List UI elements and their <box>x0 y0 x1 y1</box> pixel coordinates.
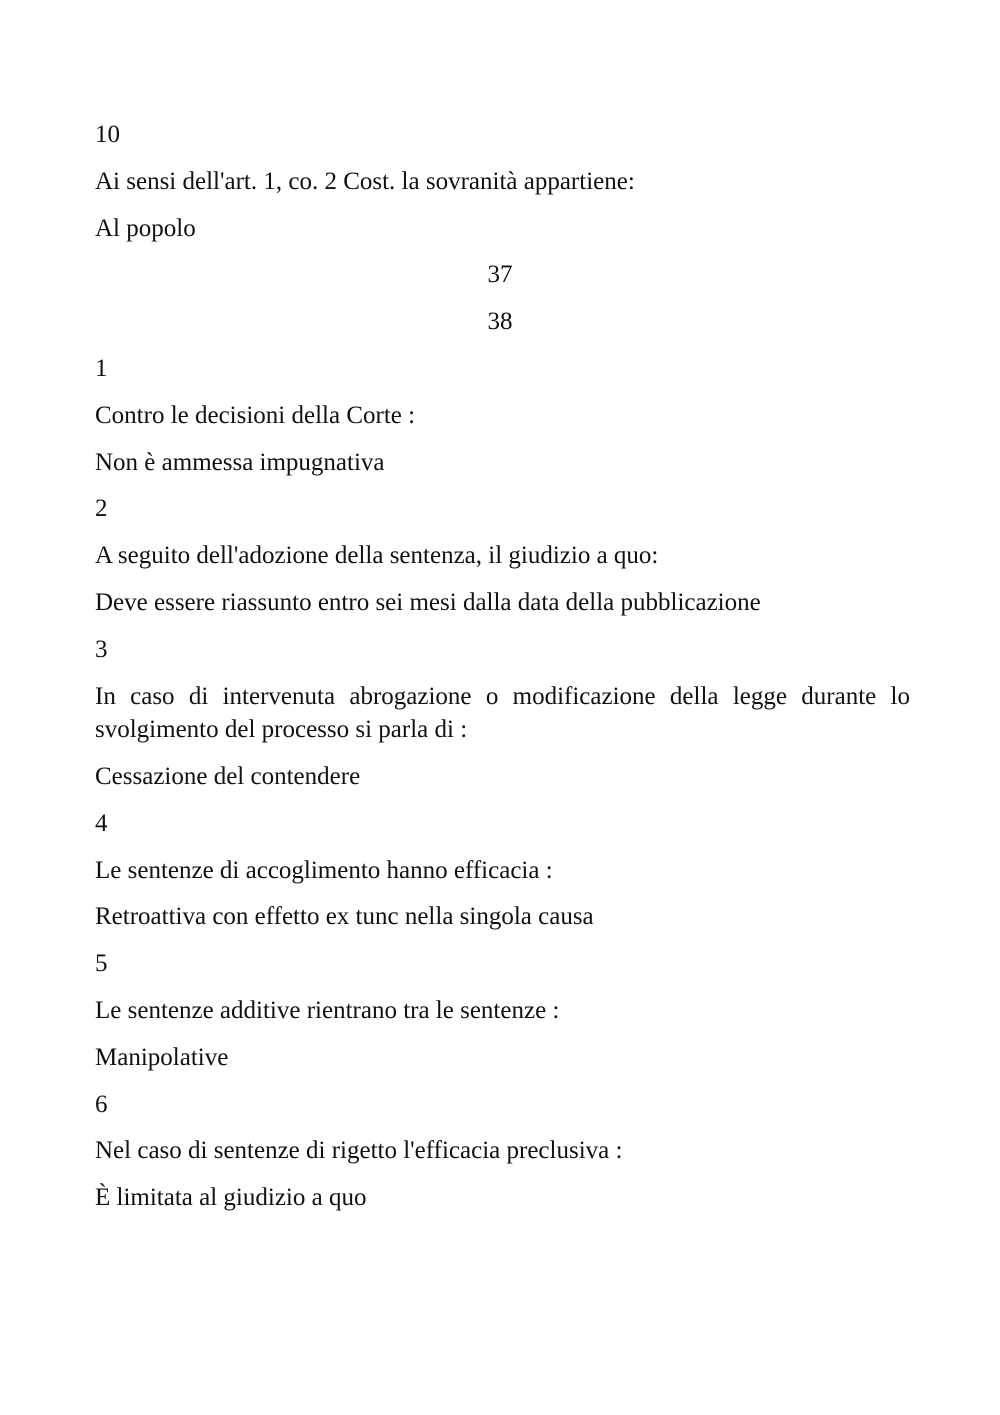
answer-text: Cessazione del contendere <box>95 763 361 790</box>
question-number: 1 <box>95 355 108 382</box>
question-text: Nel caso di sentenze di rigetto l'efficacia preclusiva : <box>95 1137 623 1164</box>
question-number: 6 <box>95 1091 108 1118</box>
question-number: 10 <box>95 121 120 148</box>
question-text: Contro le decisioni della Corte : <box>95 402 416 429</box>
answer-text: Deve essere riassunto entro sei mesi dalla data della pubblicazione <box>95 589 761 616</box>
question-text: A seguito dell'adozione della sentenza, il giudizio a quo: <box>95 542 659 569</box>
question-text: Ai sensi dell'art. 1, co. 2 Cost. la sovranità appartiene: <box>95 168 635 195</box>
page-number: 38 <box>487 308 513 335</box>
question-number: 2 <box>95 495 108 522</box>
question-number: 4 <box>95 810 108 837</box>
question-text: Le sentenze additive rientrano tra le sentenze : <box>95 997 560 1024</box>
question-text: In caso di intervenuta abrogazione o modificazione della legge durante lo svolgimento del processo si parla di : <box>95 683 910 743</box>
question-text: Le sentenze di accoglimento hanno efficacia : <box>95 857 553 884</box>
question-number: 3 <box>95 636 108 663</box>
answer-text: Al popolo <box>95 215 196 242</box>
answer-text: È limitata al giudizio a quo <box>95 1184 367 1211</box>
question-number: 5 <box>95 950 108 977</box>
answer-text: Retroattiva con effetto ex tunc nella singola causa <box>95 903 594 930</box>
page-number: 37 <box>487 261 513 288</box>
answer-text: Non è ammessa impugnativa <box>95 449 385 476</box>
answer-text: Manipolative <box>95 1044 229 1071</box>
